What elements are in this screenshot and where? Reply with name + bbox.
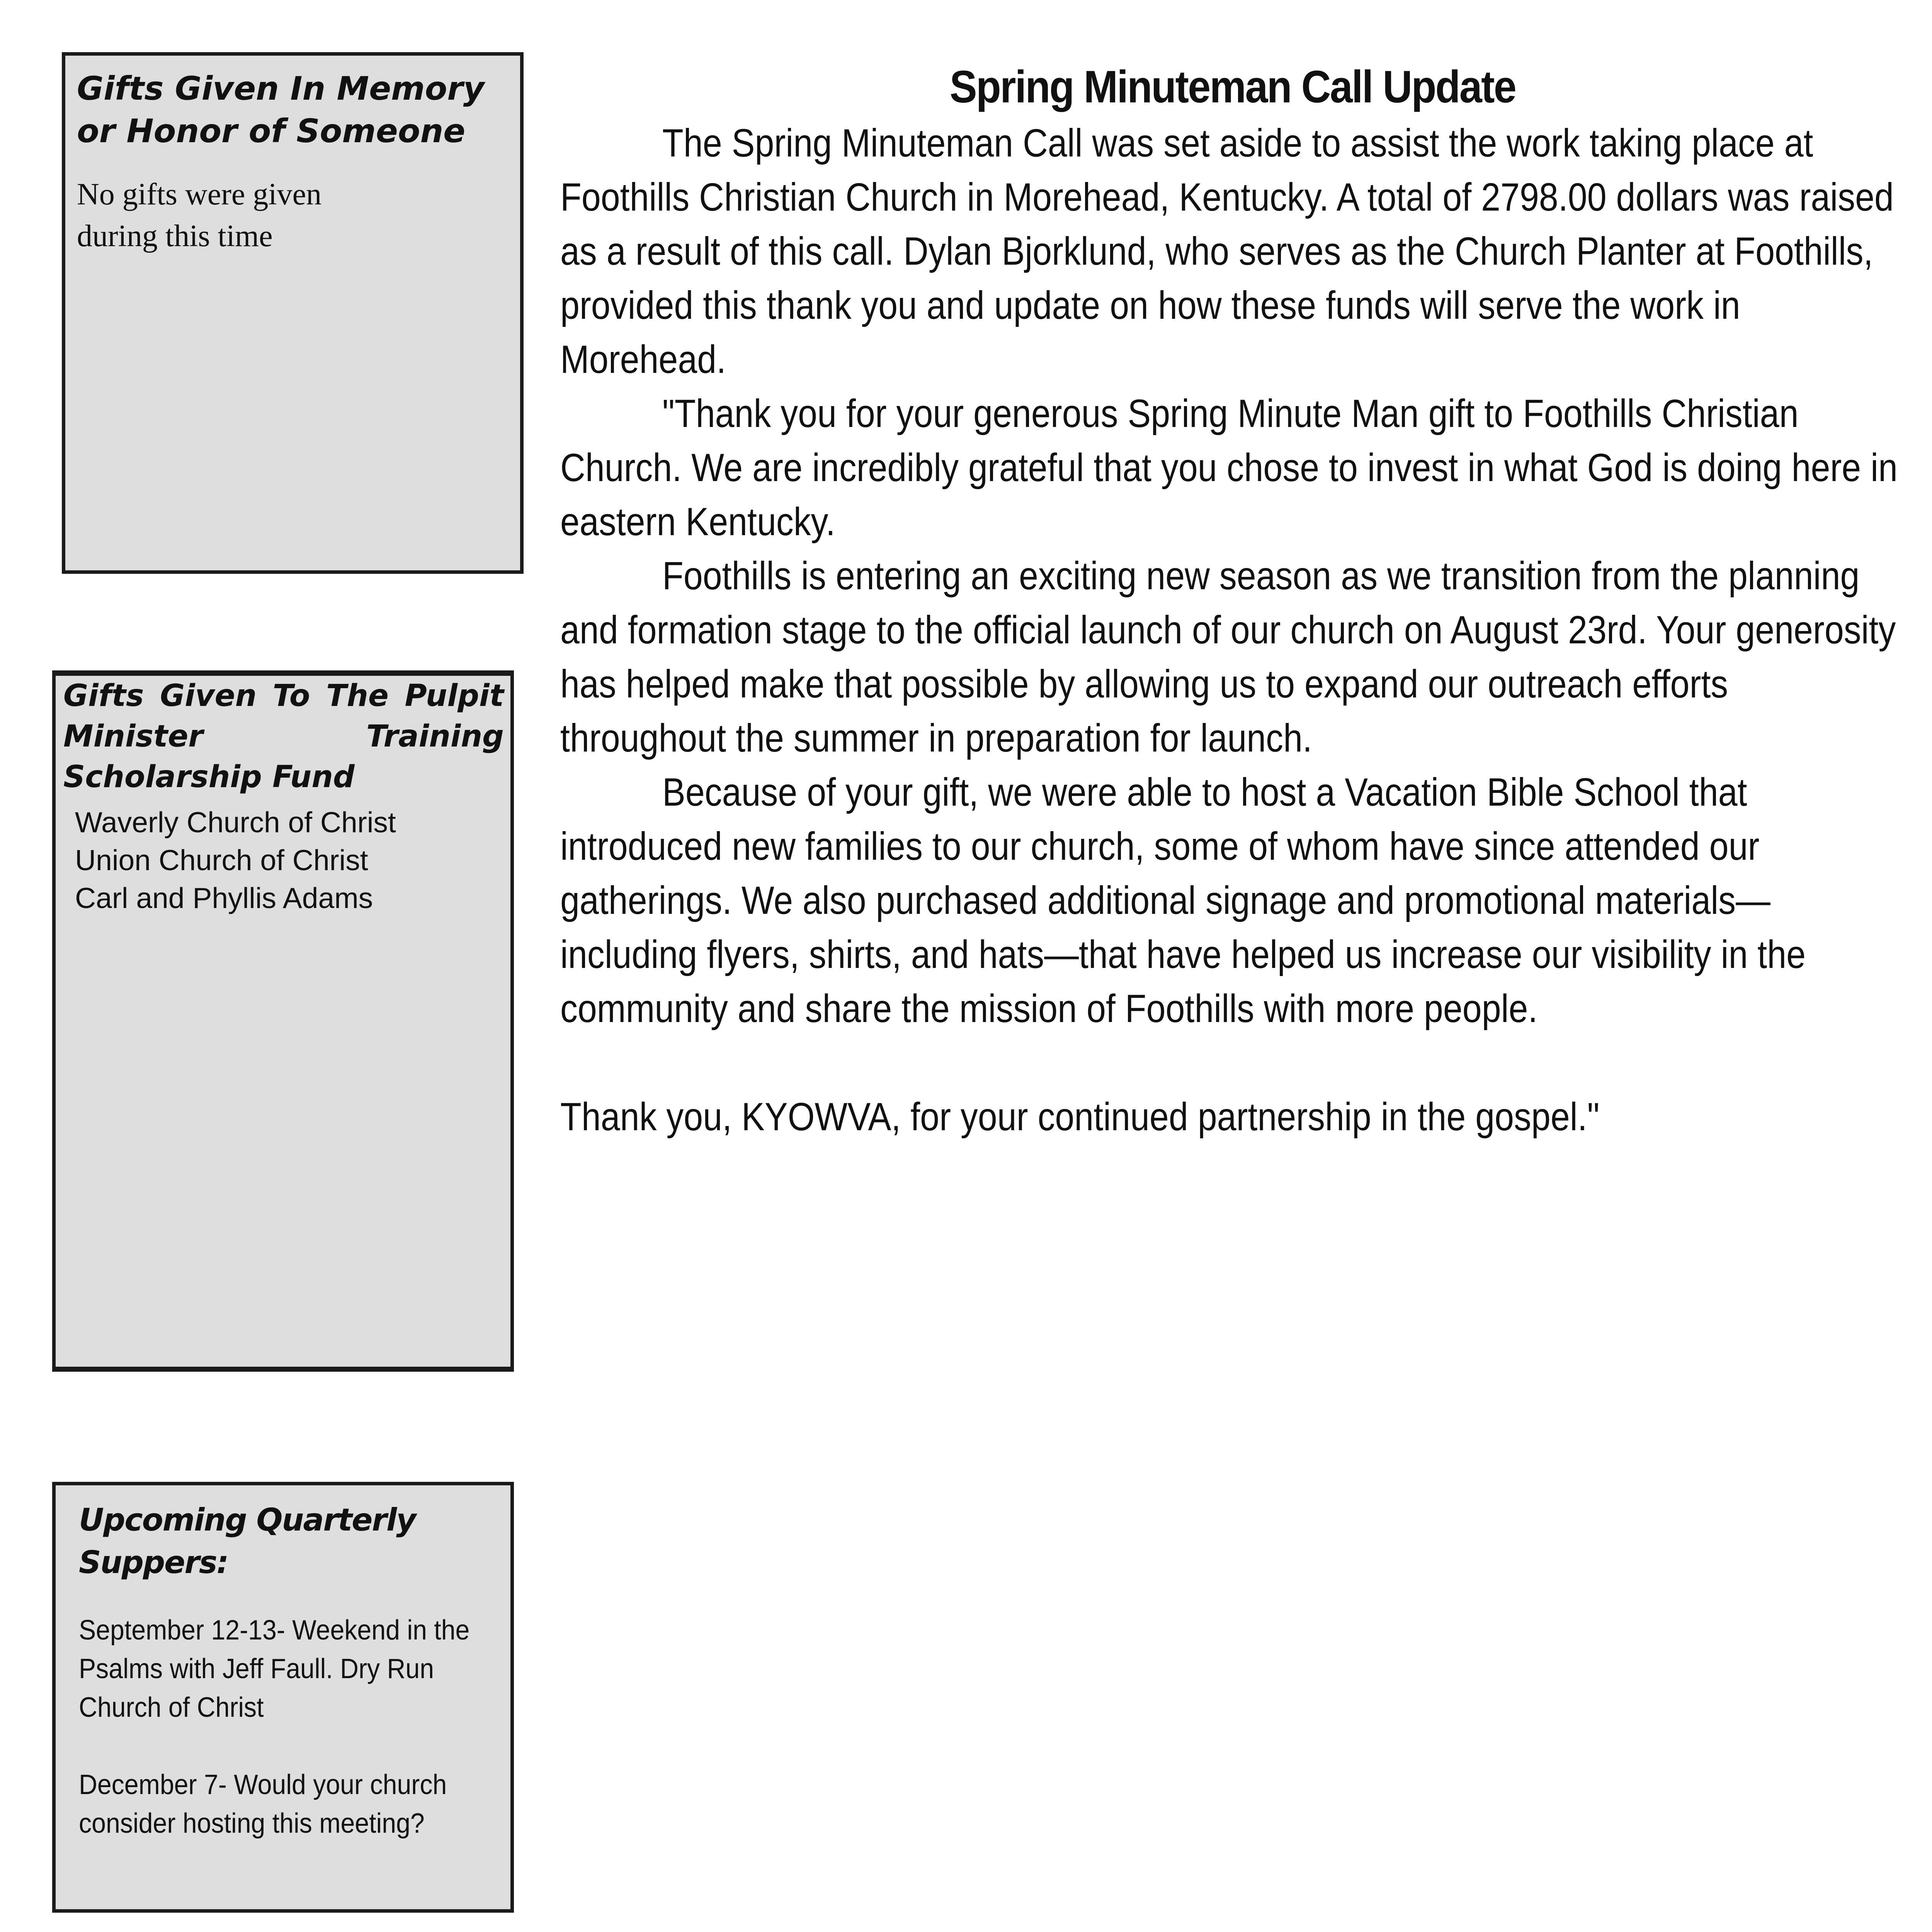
donor-item: Waverly Church of Christ: [75, 806, 396, 838]
pulpit-fund-box: [52, 670, 514, 1372]
quarterly-suppers-title: Upcoming Quarterly Suppers:: [79, 1502, 416, 1580]
memory-gifts-box: [62, 52, 524, 574]
article-closing: Thank you, KYOWVA, for your continued partnership in the gospel.": [560, 1095, 1600, 1139]
article-body: [560, 116, 1903, 1144]
quarterly-suppers-box: [52, 1482, 514, 1913]
article-title: Spring Minuteman Call Update: [949, 61, 1516, 112]
donor-item: Carl and Phyllis Adams: [75, 882, 373, 914]
donor-item: Union Church of Christ: [75, 844, 368, 876]
article-paragraph: Because of your gift, we were able to host a Vacation Bible School that introduced new families to our church, some of whom have since attended our gatherings. We also purchased additional signage and promotional materials—including flyers, shirts, and hats—that have helped us increase our visibility in the community and share the mission of Foothills with more people.: [560, 770, 1806, 1031]
pulpit-fund-title: Gifts Given To The Pulpit Minister Training Scholarship Fund: [63, 679, 504, 794]
article-paragraph: The Spring Minuteman Call was set aside to assist the work taking place at Foothills Christian Church in Morehead, Kentucky. A total of 2798.00 dollars was raised as a result of this call. Dylan Bjorklund, who serves as the Church Planter at Foothills, provided this thank you and update on how these funds will serve the work in Morehead.: [560, 121, 1894, 381]
article-paragraph: Foothills is entering an exciting new season as we transition from the planning and formation stage to the official launch of our church on August 23rd. Your generosity has helped make that possible by allowing us to expand our outreach efforts throughout the summer in preparation for launch.: [560, 554, 1896, 760]
supper-event: September 12-13- Weekend in the Psalms with Jeff Faull. Dry Run Church of Christ: [79, 1615, 470, 1723]
supper-event: December 7- Would your church consider hosting this meeting?: [79, 1769, 447, 1839]
minuteman-article: [560, 58, 1905, 1144]
pulpit-donor-list: [75, 803, 500, 917]
memory-gifts-title: Gifts Given In Memory or Honor of Someone: [77, 70, 485, 150]
article-paragraph: "Thank you for your generous Spring Minute Man gift to Foothills Christian Church. We are incredibly grateful that you chose to invest in what God is doing here in eastern Kentucky.: [560, 391, 1898, 544]
memory-gifts-body: No gifts were given during this time: [77, 177, 322, 253]
